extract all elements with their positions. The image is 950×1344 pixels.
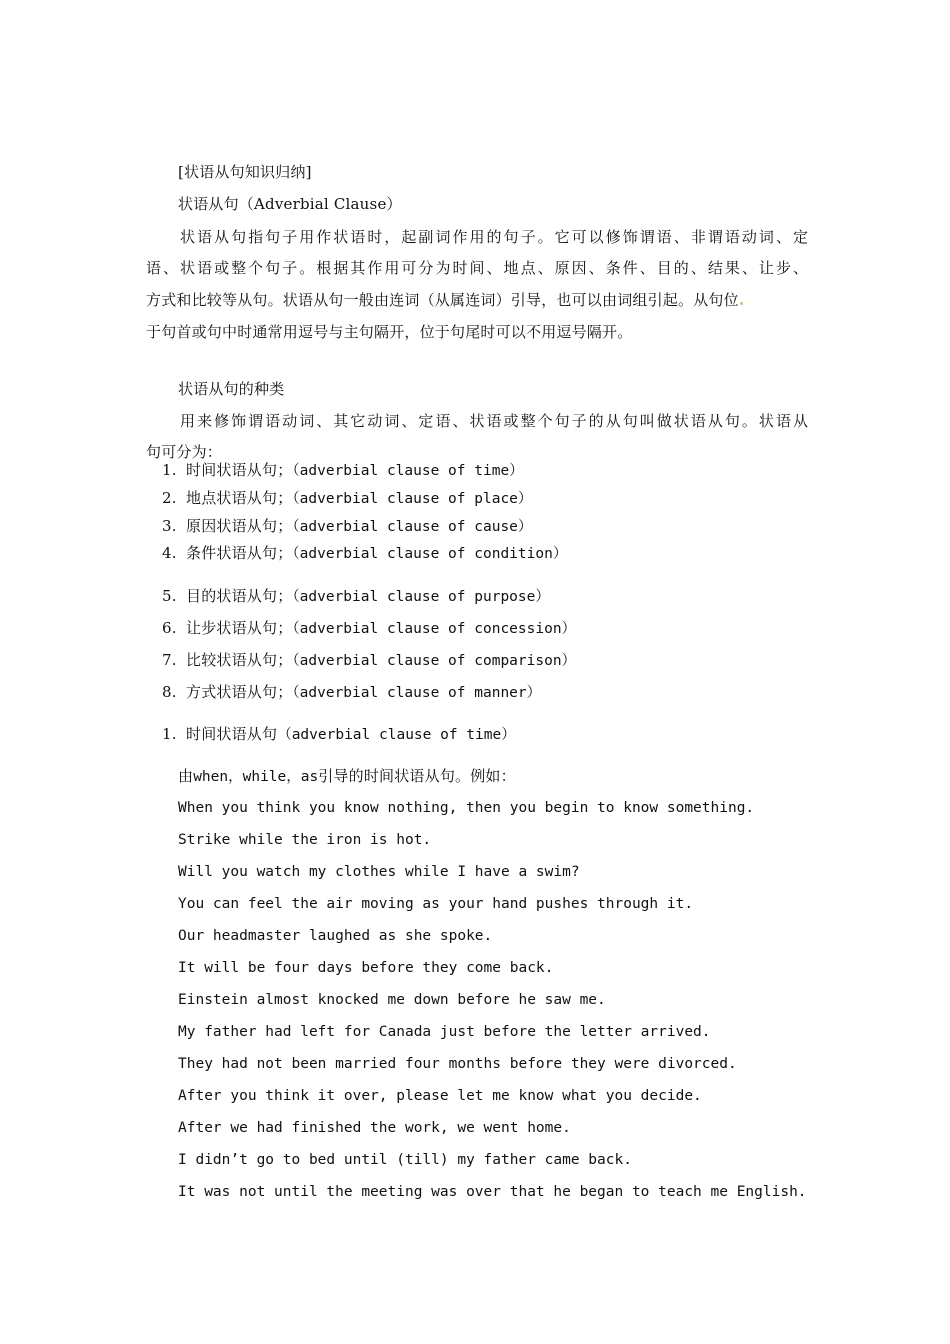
example-sentence-1: When you think you know nothing, then you begin to know something. xyxy=(178,800,755,816)
intro-line-4: 于句首或句中时通常用逗号与主句隔开，位于句尾时可以不用逗号隔开。 xyxy=(146,323,633,341)
types-intro-line-1: 用来修饰谓语动词、其它动词、定语、状语或整个句子的从句叫做状语从句。状语从 xyxy=(146,412,808,430)
marker-dot xyxy=(740,302,743,305)
type-item-3: 3. 原因状语从句；（adverbial clause of cause） xyxy=(162,517,533,535)
example-sentence-12: I didn’t go to bed until (till) my father came back. xyxy=(178,1152,632,1168)
example-sentence-10: After you think it over, please let me know what you decide. xyxy=(178,1088,702,1104)
type-item-4: 4. 条件状语从句；（adverbial clause of condition） xyxy=(162,544,568,562)
intro-line-2: 语、状语或整个句子。根据其作用可分为时间、地点、原因、条件、目的、结果、让步、 xyxy=(146,259,808,277)
heading: [状语从句知识归纳] xyxy=(178,163,312,181)
intro-line-3: 方式和比较等从句。状语从句一般由连词（从属连词）引导，也可以由词组引起。从句位 xyxy=(146,290,808,310)
type-item-7: 7. 比较状语从句；（adverbial clause of comparison） xyxy=(162,651,577,669)
example-sentence-13: It was not until the meeting was over that he began to teach me English. xyxy=(178,1184,807,1200)
type-item-1: 1. 时间状语从句；（adverbial clause of time） xyxy=(162,461,524,479)
example-sentence-5: Our headmaster laughed as she spoke. xyxy=(178,928,493,944)
types-heading: 状语从句的种类 xyxy=(178,380,285,398)
example-sentence-2: Strike while the iron is hot. xyxy=(178,832,432,848)
example-sentence-11: After we had finished the work, we went home. xyxy=(178,1120,571,1136)
example-sentence-6: It will be four days before they come back. xyxy=(178,960,554,976)
subheading: 状语从句（Adverbial Clause） xyxy=(178,195,402,213)
type-item-6: 6. 让步状语从句；（adverbial clause of concession） xyxy=(162,619,577,637)
type-item-2: 2. 地点状语从句；（adverbial clause of place） xyxy=(162,489,533,507)
example-sentence-7: Einstein almost knocked me down before he saw me. xyxy=(178,992,606,1008)
type-item-8: 8. 方式状语从句；（adverbial clause of manner） xyxy=(162,683,542,701)
example-sentence-9: They had not been married four months before they were divorced. xyxy=(178,1056,737,1072)
example-sentence-4: You can feel the air moving as your hand pushes through it. xyxy=(178,896,694,912)
intro-line-1: 状语从句指句子用作状语时，起副词作用的句子。它可以修饰谓语、非谓语动词、定 xyxy=(146,228,808,246)
example-sentence-8: My father had left for Canada just before the letter arrived. xyxy=(178,1024,711,1040)
example-sentence-3: Will you watch my clothes while I have a swim? xyxy=(178,864,580,880)
section-1-heading: 1. 时间状语从句（adverbial clause of time） xyxy=(162,725,516,743)
types-intro-line-2: 句可分为： xyxy=(146,443,223,461)
type-item-5: 5. 目的状语从句；（adverbial clause of purpose） xyxy=(162,587,550,605)
section-1-intro: 由when，while，as引导的时间状语从句。例如： xyxy=(178,767,516,785)
